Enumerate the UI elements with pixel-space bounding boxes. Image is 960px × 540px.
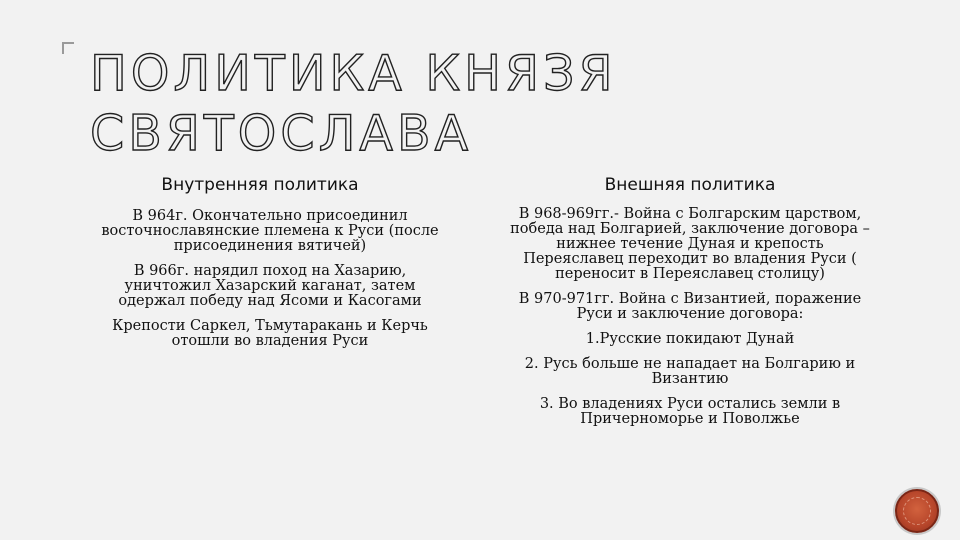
internal-policy-heading: Внутренняя политика xyxy=(161,175,359,195)
external-policy-heading: Внешняя политика xyxy=(604,175,776,195)
treaty-term-1: 1.Русские покидают Дунай xyxy=(585,331,795,347)
treaty-term-3: 3. Во владениях Руси остались земли в Причерноморье и Поволжье xyxy=(539,396,841,427)
internal-policy-item-fortresses: Крепости Саркел, Тьмутаракань и Керчь отошли во владения Руси xyxy=(112,318,428,349)
title-corner-ornament xyxy=(62,42,74,54)
slide-title-line-2: СВЯТОСЛАВА xyxy=(90,105,473,162)
external-policy-item-byzantium: В 970-971гг. Война с Византией, поражение Руси и заключение договора: xyxy=(518,291,862,322)
external-policy-column xyxy=(508,175,872,437)
internal-policy-column xyxy=(90,175,450,359)
treaty-term-2: 2. Русь больше не нападает на Болгарию и Византию xyxy=(524,356,856,387)
slide-badge-icon xyxy=(895,489,939,533)
slide-title-line-1: ПОЛИТИКА КНЯЗЯ xyxy=(90,45,617,102)
external-policy-item-bulgaria: В 968-969гг.- Война с Болгарским царством, победа над Болгарией, заключение договора – нижнее течение Дуная и крепость Переяславец переходит во владения Руси ( переносит в Переяславец столицу) xyxy=(510,206,870,282)
internal-policy-item-964: В 964г. Окончательно присоединил восточнославянские племена к Руси (после присоединения вятичей) xyxy=(101,208,439,254)
slide-title xyxy=(90,44,650,164)
internal-policy-item-966: В 966г. нарядил поход на Хазарию, уничтожил Хазарский каганат, затем одержал победу над Ясоми и Касогами xyxy=(118,263,422,309)
